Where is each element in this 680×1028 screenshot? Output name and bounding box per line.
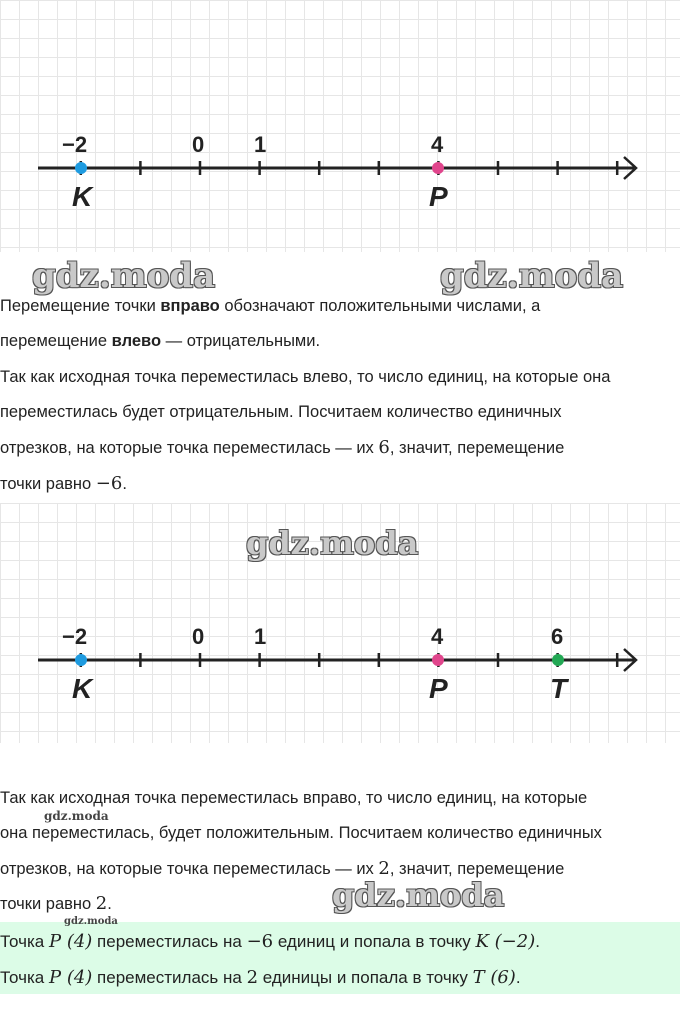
watermark: gdz.moda bbox=[332, 876, 505, 914]
point-p-marker bbox=[432, 654, 444, 666]
watermark-small: gdz.moda bbox=[64, 916, 118, 927]
tick-label-minus-2: −2 bbox=[62, 132, 88, 157]
number-line-figure-1 bbox=[0, 0, 680, 252]
answer-box bbox=[0, 916, 680, 994]
point-p-marker bbox=[432, 162, 444, 174]
watermark: gdz.moda bbox=[32, 256, 216, 296]
watermark-small: gdz.moda bbox=[44, 809, 109, 823]
point-p-label: P bbox=[429, 673, 448, 704]
point-k-marker bbox=[75, 654, 87, 666]
point-k-marker bbox=[75, 162, 87, 174]
tick-label-minus-2: −2 bbox=[62, 624, 88, 649]
paragraph-2-line-2: переместилась будет отрицательным. Посчитаем количество единичных bbox=[0, 403, 562, 421]
answer-line-2: Точка P (4) переместилась на 2 единицы и попала в точку T (6). bbox=[0, 967, 521, 988]
tick-label-0: 0 bbox=[192, 624, 205, 649]
watermark: gdz.moda bbox=[246, 524, 419, 562]
point-t-marker bbox=[552, 654, 564, 666]
paragraph-1-line-1: Перемещение точки вправо обозначают положительными числами, а bbox=[0, 297, 541, 315]
point-t-label: T bbox=[550, 673, 568, 704]
tick-label-4: 4 bbox=[431, 624, 444, 649]
paragraph-2-line-4: точки равно −6. bbox=[0, 473, 127, 494]
paragraph-3-line-1: Так как исходная точка переместилась вправо, то число единиц, на которые bbox=[0, 789, 588, 807]
paragraph-1-line-2: перемещение влево — отрицательными. bbox=[0, 332, 321, 350]
tick-label-0: 0 bbox=[192, 132, 205, 157]
point-k-label: K bbox=[72, 181, 93, 212]
watermark: gdz.moda bbox=[440, 256, 624, 296]
paragraph-3-line-2: она переместилась, будет положительным. Посчитаем количество единичных bbox=[0, 824, 602, 842]
tick-label-1: 1 bbox=[254, 132, 267, 157]
paragraph-3-line-3: отрезков, на которые точка переместилась — их 2, значит, перемещение bbox=[0, 858, 565, 879]
paragraph-3-line-4: точки равно 2. bbox=[0, 893, 112, 914]
tick-label-6: 6 bbox=[551, 624, 564, 649]
tick-label-1: 1 bbox=[254, 624, 267, 649]
number-line-1 bbox=[0, 0, 680, 252]
paragraph-2-line-3: отрезков, на которые точка переместилась — их 6, значит, перемещение bbox=[0, 437, 565, 458]
tick-label-4: 4 bbox=[431, 132, 444, 157]
point-p-label: P bbox=[429, 181, 448, 212]
point-k-label: K bbox=[72, 673, 93, 704]
answer-line-1: Точка P (4) переместилась на −6 единиц и попала в точку K (−2). bbox=[0, 931, 540, 952]
paragraph-2-line-1: Так как исходная точка переместилась влево, то число единиц, на которые она bbox=[0, 368, 611, 386]
